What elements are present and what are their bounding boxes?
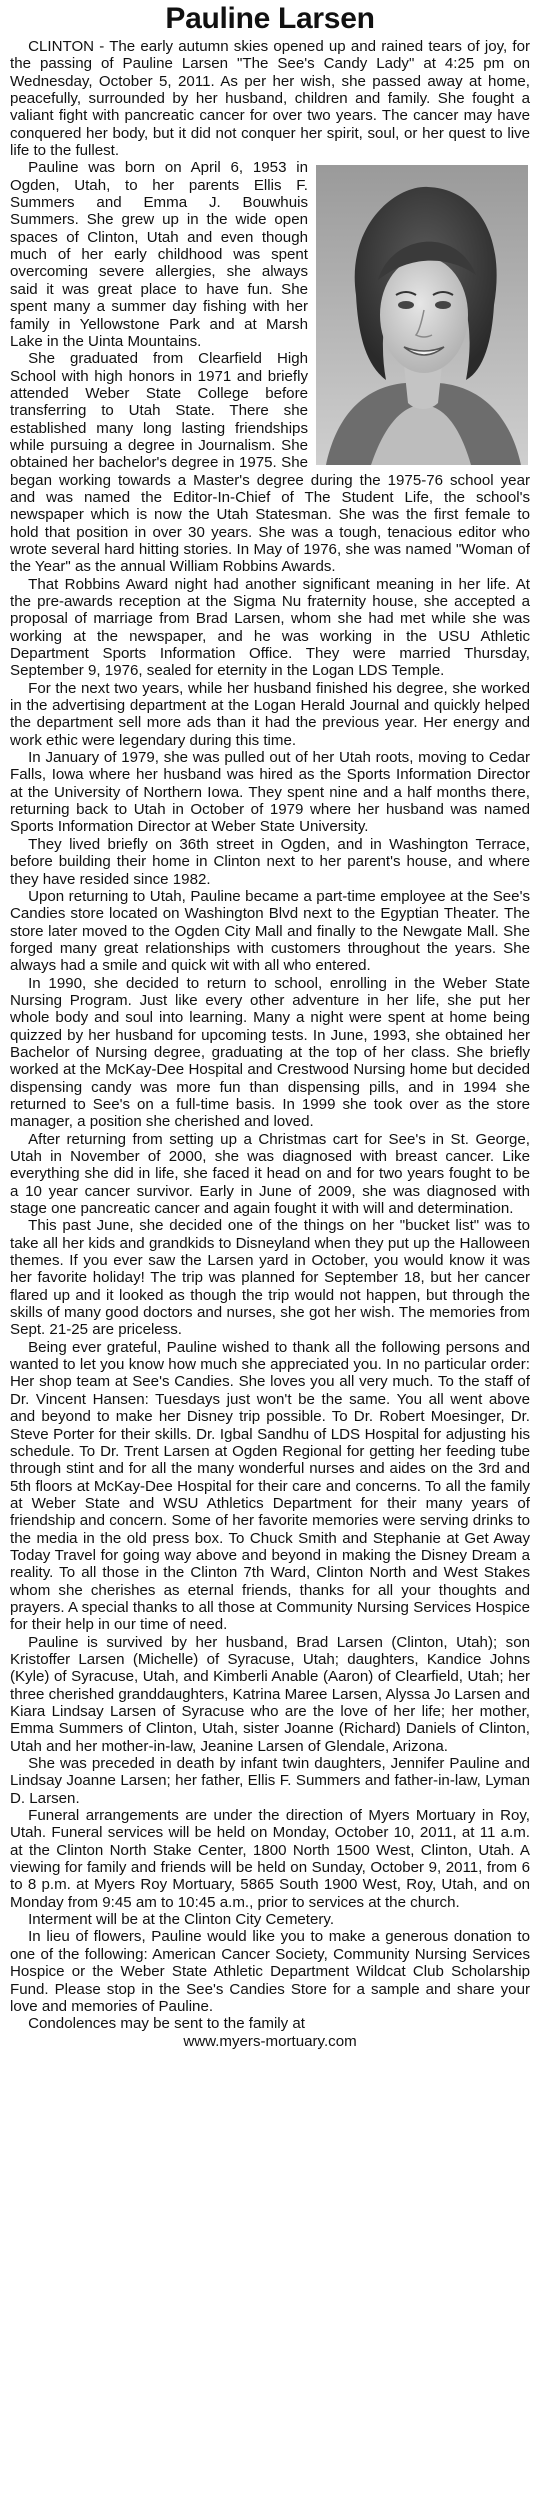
- paragraph-education: She graduated from Clearfield High School with high honors in 1971 and briefly attended Weber State College before transferring to Utah State. There she established many long lasting friendships while pursuing a degree in Journalism. She obtained her bachelor's degree in 1975. She began working towards a Master's degree during the 1975-76 school year and was named the Editor-In-Chief of The Student Life, the school's newspaper which is now the Utah Statesman. She was the first female to hold that position in over 30 years. She was a tough, tenacious editor who wrote several hard hitting stories. In May of 1976, she was named "Woman of the Year" as the annual William Robbins Awards.: [10, 350, 530, 576]
- paragraph-survivors: Pauline is survived by her husband, Brad Larsen (Clinton, Utah); son Kristoffer Larsen (Michelle) of Syracuse, Utah; daughters, Kandice Johns (Kyle) of Syracuse, Utah, and Kimberli Anable (Aaron) of Clearfield, Utah; her three cherished granddaughters, Katrina Maree Larsen, Alyssa Jo Larsen and Kiara Lindsay Larsen of Syracuse who are the love of her life; her mother, Emma Summers of Clinton, Utah, sister Joanne (Richard) Daniels of Clinton, Utah and her mother-in-law, Jeanine Larsen of Glendale, Arizona.: [10, 1633, 530, 1755]
- paragraph-intro: CLINTON - The early autumn skies opened up and rained tears of joy, for the passing of Pauline Larsen "The See's Candy Lady" at 4:25 pm on Wednesday, October 5, 2011. As per her wish, she passed away at home, peacefully, surrounded by her husband, children and family. She fought a valiant fight with pancreatic cancer for over two years. The cancer may have conquered her body, but it did not conquer her spirit, soul, or her quest to live life to the fullest.: [10, 38, 530, 160]
- paragraph-cancer: After returning from setting up a Christmas cart for See's in St. George, Utah in November of 2000, she was diagnosed with breast cancer. Like everything she did in life, she faced it head on and for two years fought to be a 10 year cancer survivor. Early in June of 2009, she was diagnosed with stage one pancreatic cancer and again fought it with will and determination.: [10, 1130, 530, 1218]
- portrait-photo: [316, 165, 528, 465]
- mortuary-website-link[interactable]: www.myers-mortuary.com: [183, 2032, 357, 2050]
- paragraph-interment: Interment will be at the Clinton City Cemetery.: [28, 1911, 335, 1929]
- paragraph-home: They lived briefly on 36th street in Ogden, and in Washington Terrace, before building their home in Clinton next to her parent's house, and where they have resided since 1982.: [10, 835, 530, 888]
- paragraph-funeral: Funeral arrangements are under the direction of Myers Mortuary in Roy, Utah. Funeral services will be held on Monday, October 10, 2011, at 11 a.m. at the Clinton North Stake Center, 1800 North 1500 West, Clinton, Utah. A viewing for family and friends will be held on Sunday, October 9, 2011, from 6 to 8 p.m. at Myers Roy Mortuary, 5865 South 1900 West, Roy, Utah, and on Monday from 9:45 am to 10:45 a.m., prior to services at the church.: [10, 1807, 530, 1911]
- paragraph-iowa: In January of 1979, she was pulled out of her Utah roots, moving to Cedar Falls, Iowa where her husband was hired as the Sports Information Director at the University of Northern Iowa. They spent nine and a half months there, returning back to Utah in October of 1979 where her husband was named Sports Information Director at Weber State University.: [10, 749, 530, 836]
- paragraph-disneyland: This past June, she decided one of the things on her "bucket list" was to take all her kids and grandkids to Disneyland when they put up the Halloween themes. If you ever saw the Larsen yard in October, you would know it was her favorite holiday! The trip was planned for September 18, but her cancer flared up and it looked as though the trip would not happen, but through the skills of many good doctors and nurses, she got her wish. The memories from Sept. 21-25 are priceless.: [10, 1217, 530, 1339]
- paragraph-logan: For the next two years, while her husband finished his degree, she worked in the advertising department at the Logan Herald Journal and quickly helped the department sell more ads than it had the previous year. Her energy and work ethic were legendary during this time.: [10, 679, 530, 749]
- paragraph-thanks: Being ever grateful, Pauline wished to thank all the following persons and wanted to let you know how much she appreciated you. In no particular order: Her shop team at See's Candies. She loves you all very much. To the staff of Dr. Vincent Hansen: Tuesdays just won't be the same. You all went above and beyond to make her Disney trip possible. To Dr. Robert Moesinger, Dr. Steve Porter for their skills. Dr. Igbal Sandhu of LDS Hospital for adjusting his schedule. To Dr. Trent Larsen at Ogden Regional for getting her feeding tube through stint and for all the many wonderful nurses and aides on the 3rd and 5th floors at McKay-Dee Hospital for their care and concerns. To all the family at Weber State and WSU Athletics Department for their many years of friendship and concern. Some of her favorite memories were serving drinks to the media in the old press box. To Chuck Smith and Stephanie at Get Away Today Travel for going way above and beyond in making the Disney Dream a reality. To all those in the Clinton 7th Ward, Clinton North and West Stakes whom she cherishes as eternal friends, thanks for all your thoughts and prayers. A special thanks to all those at Community Nursing Services Hospice for their help in our time of need.: [10, 1338, 530, 1634]
- paragraph-condolences: Condolences may be sent to the family at: [28, 2015, 305, 2033]
- portrait-photo-icon: [316, 165, 528, 465]
- paragraph-sees-candies: Upon returning to Utah, Pauline became a part-time employee at the See's Candies store located on Washington Blvd next to the Egyptian Theater. The store later moved to the Ogden City Mall and finally to the Newgate Mall. She forged many great relationships with customers throughout the years. She always had a smile and quick wit with all who entered.: [10, 887, 530, 975]
- paragraph-birth: Pauline was born on April 6, 1953 in Ogden, Utah, to her parents Ellis F. Summers and Emma J. Bouwhuis Summers. She grew up in the wide open spaces of Clinton, Utah and even though much of her early childhood was spent overcoming severe allergies, she always said it was great place to have fun. She spent many a summer day fishing with her family in Yellowstone Park and at Marsh Lake in the Uinta Mountains.: [10, 159, 308, 350]
- obituary-title: Pauline Larsen: [165, 2, 375, 35]
- paragraph-preceded: She was preceded in death by infant twin daughters, Jennifer Pauline and Lindsay Joanne Larsen; her father, Ellis F. Summers and father-in-law, Lyman D. Larsen.: [10, 1755, 530, 1807]
- paragraph-donations: In lieu of flowers, Pauline would like you to make a generous donation to one of the following: American Cancer Society, Community Nursing Services Hospice or the Weber State Athletic Department Wildcat Club Scholarship Fund. Please stop in the See's Candies Store for a sample and share your love and memories of Pauline.: [10, 1928, 530, 2015]
- paragraph-nursing: In 1990, she decided to return to school, enrolling in the Weber State Nursing Program. Just like every other adventure in her life, she put her whole body and soul into learning. Many a night were spent at home being quizzed by her husband for upcoming tests. In June, 1993, she obtained her Bachelor of Nursing degree, graduating at the top of her class. She briefly worked at the McKay-Dee Hospital and Crestwood Nursing home but decided dispensing candy was more fun than dispensing pills, and in 1994 she returned to See's on a full-time basis. In 1999 she took over as the store manager, a position she cherished and loved.: [10, 974, 530, 1131]
- paragraph-proposal: That Robbins Award night had another significant meaning in her life. At the pre-awards reception at the Sigma Nu fraternity house, she accepted a proposal of marriage from Brad Larsen, whom she had met while she was working at the newspaper, and he was working in the USU Athletic Department Sports Information Office. They were married Thursday, September 9, 1976, sealed for eternity in the Logan LDS Temple.: [10, 575, 530, 680]
